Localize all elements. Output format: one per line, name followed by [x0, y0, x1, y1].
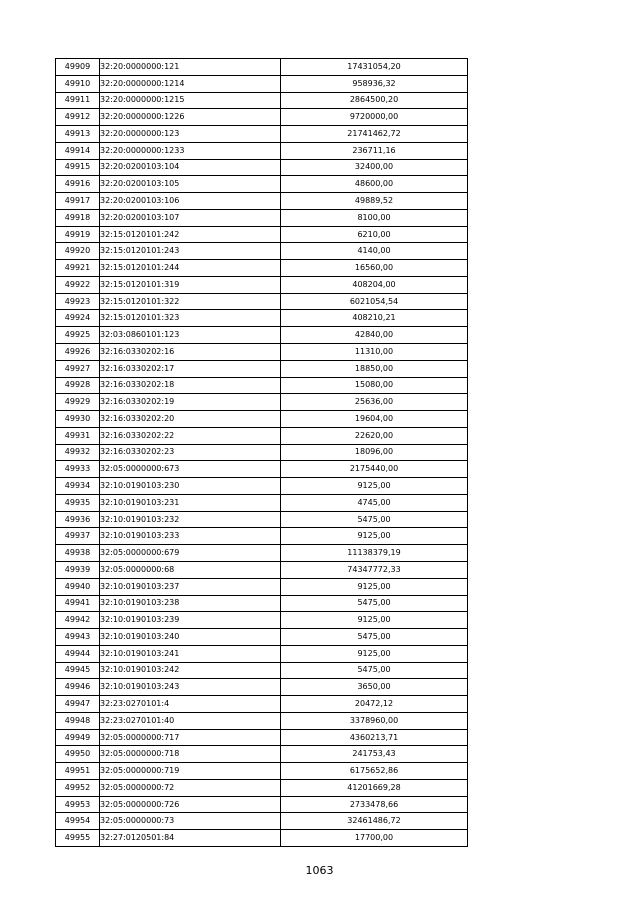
table-row: [56, 109, 468, 126]
cadastral-number-cell: 32:15:0120101:244: [100, 260, 281, 277]
cadastral-number-cell: 32:05:0000000:717: [100, 729, 281, 746]
row-number-cell: 49951: [56, 763, 100, 780]
table-row: [56, 126, 468, 143]
cadastral-number-cell: 32:05:0000000:68: [100, 561, 281, 578]
table-row: [56, 595, 468, 612]
cadastral-value-cell: 41201669,28: [281, 779, 468, 796]
cadastral-value-cell: 236711,16: [281, 142, 468, 159]
row-number-cell: 49919: [56, 226, 100, 243]
table-row: [56, 142, 468, 159]
row-number-cell: 49922: [56, 276, 100, 293]
cadastral-number-cell: 32:20:0200103:104: [100, 159, 281, 176]
table-body: [56, 59, 468, 847]
row-number-cell: 49927: [56, 360, 100, 377]
row-number-cell: 49916: [56, 176, 100, 193]
table-row: [56, 394, 468, 411]
cadastral-value-cell: 408210,21: [281, 310, 468, 327]
table-row: [56, 763, 468, 780]
cadastral-value-cell: 5475,00: [281, 662, 468, 679]
cadastral-value-cell: 11310,00: [281, 344, 468, 361]
cadastral-number-cell: 32:05:0000000:718: [100, 746, 281, 763]
cadastral-value-cell: 32461486,72: [281, 813, 468, 830]
table-row: [56, 779, 468, 796]
cadastral-value-cell: 6175652,86: [281, 763, 468, 780]
row-number-cell: 49955: [56, 830, 100, 847]
cadastral-value-cell: 8100,00: [281, 209, 468, 226]
table-row: [56, 193, 468, 210]
table-row: [56, 796, 468, 813]
table-row: [56, 830, 468, 847]
row-number-cell: 49913: [56, 126, 100, 143]
table-row: [56, 260, 468, 277]
table-row: [56, 813, 468, 830]
table-row: [56, 696, 468, 713]
cadastral-number-cell: 32:10:0190103:243: [100, 679, 281, 696]
cadastral-value-cell: 5475,00: [281, 511, 468, 528]
cadastral-number-cell: 32:10:0190103:239: [100, 612, 281, 629]
row-number-cell: 49925: [56, 327, 100, 344]
table-row: [56, 545, 468, 562]
cadastral-number-cell: 32:15:0120101:242: [100, 226, 281, 243]
cadastral-value-cell: 15080,00: [281, 377, 468, 394]
cadastral-number-cell: 32:05:0000000:726: [100, 796, 281, 813]
cadastral-number-cell: 32:27:0120501:84: [100, 830, 281, 847]
cadastral-number-cell: 32:05:0000000:679: [100, 545, 281, 562]
row-number-cell: 49949: [56, 729, 100, 746]
cadastral-value-cell: 9125,00: [281, 645, 468, 662]
row-number-cell: 49941: [56, 595, 100, 612]
row-number-cell: 49935: [56, 494, 100, 511]
table-row: [56, 327, 468, 344]
cadastral-value-cell: 9125,00: [281, 478, 468, 495]
cadastral-number-cell: 32:20:0000000:1226: [100, 109, 281, 126]
cadastral-value-cell: 3378960,00: [281, 712, 468, 729]
row-number-cell: 49945: [56, 662, 100, 679]
cadastral-number-cell: 32:10:0190103:238: [100, 595, 281, 612]
cadastral-value-cell: 11138379,19: [281, 545, 468, 562]
cadastral-value-cell: 958936,32: [281, 75, 468, 92]
table-row: [56, 528, 468, 545]
cadastral-value-cell: 19604,00: [281, 411, 468, 428]
cadastral-number-cell: 32:16:0330202:23: [100, 444, 281, 461]
row-number-cell: 49950: [56, 746, 100, 763]
table-row: [56, 662, 468, 679]
table-row: [56, 494, 468, 511]
cadastral-value-cell: 6021054,54: [281, 293, 468, 310]
cadastral-number-cell: 32:23:0270101:40: [100, 712, 281, 729]
table-row: [56, 226, 468, 243]
table-row: [56, 511, 468, 528]
table-row: [56, 712, 468, 729]
cadastral-value-cell: 20472,12: [281, 696, 468, 713]
row-number-cell: 49914: [56, 142, 100, 159]
row-number-cell: 49924: [56, 310, 100, 327]
row-number-cell: 49909: [56, 59, 100, 76]
cadastral-number-cell: 32:05:0000000:719: [100, 763, 281, 780]
cadastral-number-cell: 32:10:0190103:237: [100, 578, 281, 595]
table-row: [56, 578, 468, 595]
row-number-cell: 49944: [56, 645, 100, 662]
cadastral-value-cell: 25636,00: [281, 394, 468, 411]
cadastral-value-cell: 4360213,71: [281, 729, 468, 746]
cadastral-number-cell: 32:20:0200103:107: [100, 209, 281, 226]
cadastral-value-cell: 17700,00: [281, 830, 468, 847]
cadastral-number-cell: 32:10:0190103:231: [100, 494, 281, 511]
cadastral-number-cell: 32:20:0000000:1214: [100, 75, 281, 92]
table-row: [56, 159, 468, 176]
cadastral-number-cell: 32:20:0000000:123: [100, 126, 281, 143]
row-number-cell: 49934: [56, 478, 100, 495]
cadastral-value-cell: 49889,52: [281, 193, 468, 210]
cadastral-number-cell: 32:05:0000000:73: [100, 813, 281, 830]
cadastral-number-cell: 32:20:0200103:105: [100, 176, 281, 193]
row-number-cell: 49915: [56, 159, 100, 176]
cadastral-number-cell: 32:16:0330202:19: [100, 394, 281, 411]
cadastral-value-cell: 5475,00: [281, 629, 468, 646]
row-number-cell: 49917: [56, 193, 100, 210]
table-row: [56, 411, 468, 428]
table-row: [56, 243, 468, 260]
cadastral-value-cell: 408204,00: [281, 276, 468, 293]
cadastral-number-cell: 32:16:0330202:20: [100, 411, 281, 428]
cadastral-value-cell: 16560,00: [281, 260, 468, 277]
row-number-cell: 49939: [56, 561, 100, 578]
cadastral-number-cell: 32:15:0120101:319: [100, 276, 281, 293]
cadastral-number-cell: 32:05:0000000:673: [100, 461, 281, 478]
table-row: [56, 377, 468, 394]
row-number-cell: 49948: [56, 712, 100, 729]
row-number-cell: 49933: [56, 461, 100, 478]
table-row: [56, 176, 468, 193]
cadastral-number-cell: 32:20:0000000:121: [100, 59, 281, 76]
cadastral-number-cell: 32:20:0000000:1233: [100, 142, 281, 159]
cadastral-value-cell: 42840,00: [281, 327, 468, 344]
row-number-cell: 49929: [56, 394, 100, 411]
cadastral-number-cell: 32:20:0000000:1215: [100, 92, 281, 109]
cadastral-value-cell: 9125,00: [281, 612, 468, 629]
cadastral-value-cell: 6210,00: [281, 226, 468, 243]
row-number-cell: 49911: [56, 92, 100, 109]
cadastral-number-cell: 32:10:0190103:240: [100, 629, 281, 646]
cadastral-value-cell: 9720000,00: [281, 109, 468, 126]
table-row: [56, 729, 468, 746]
row-number-cell: 49928: [56, 377, 100, 394]
row-number-cell: 49942: [56, 612, 100, 629]
cadastral-number-cell: 32:16:0330202:22: [100, 427, 281, 444]
cadastral-value-cell: 241753,43: [281, 746, 468, 763]
table-row: [56, 561, 468, 578]
cadastral-number-cell: 32:16:0330202:17: [100, 360, 281, 377]
cadastral-number-cell: 32:15:0120101:322: [100, 293, 281, 310]
row-number-cell: 49938: [56, 545, 100, 562]
table-row: [56, 310, 468, 327]
cadastral-value-cell: 22620,00: [281, 427, 468, 444]
table-row: [56, 360, 468, 377]
table-row: [56, 75, 468, 92]
row-number-cell: 49937: [56, 528, 100, 545]
cadastral-value-cell: 18850,00: [281, 360, 468, 377]
row-number-cell: 49921: [56, 260, 100, 277]
cadastral-value-cell: 2733478,66: [281, 796, 468, 813]
row-number-cell: 49936: [56, 511, 100, 528]
row-number-cell: 49954: [56, 813, 100, 830]
cadastral-number-cell: 32:16:0330202:16: [100, 344, 281, 361]
cadastral-number-cell: 32:10:0190103:242: [100, 662, 281, 679]
row-number-cell: 49926: [56, 344, 100, 361]
row-number-cell: 49923: [56, 293, 100, 310]
cadastral-value-cell: 18096,00: [281, 444, 468, 461]
cadastral-value-cell: 2864500,20: [281, 92, 468, 109]
row-number-cell: 49931: [56, 427, 100, 444]
row-number-cell: 49940: [56, 578, 100, 595]
table-row: [56, 344, 468, 361]
cadastral-value-cell: 4745,00: [281, 494, 468, 511]
table-row: [56, 629, 468, 646]
cadastral-value-cell: 17431054,20: [281, 59, 468, 76]
cadastral-value-cell: 21741462,72: [281, 126, 468, 143]
cadastral-number-cell: 32:10:0190103:230: [100, 478, 281, 495]
cadastral-number-cell: 32:10:0190103:233: [100, 528, 281, 545]
table-row: [56, 746, 468, 763]
row-number-cell: 49932: [56, 444, 100, 461]
table-row: [56, 444, 468, 461]
row-number-cell: 49918: [56, 209, 100, 226]
page-number: 1063: [305, 864, 334, 877]
cadastral-number-cell: 32:20:0200103:106: [100, 193, 281, 210]
cadastral-number-cell: 32:10:0190103:241: [100, 645, 281, 662]
row-number-cell: 49946: [56, 679, 100, 696]
row-number-cell: 49912: [56, 109, 100, 126]
table-row: [56, 645, 468, 662]
cadastral-number-cell: 32:03:0860101:123: [100, 327, 281, 344]
cadastral-number-cell: 32:05:0000000:72: [100, 779, 281, 796]
table-row: [56, 209, 468, 226]
cadastral-number-cell: 32:15:0120101:243: [100, 243, 281, 260]
table-row: [56, 293, 468, 310]
table-row: [56, 92, 468, 109]
cadastral-value-cell: 5475,00: [281, 595, 468, 612]
cadastral-value-cell: 2175440,00: [281, 461, 468, 478]
table-row: [56, 461, 468, 478]
cadastral-value-cell: 9125,00: [281, 578, 468, 595]
row-number-cell: 49953: [56, 796, 100, 813]
row-number-cell: 49943: [56, 629, 100, 646]
row-number-cell: 49952: [56, 779, 100, 796]
cadastral-number-cell: 32:16:0330202:18: [100, 377, 281, 394]
table-row: [56, 478, 468, 495]
table-row: [56, 679, 468, 696]
row-number-cell: 49930: [56, 411, 100, 428]
cadastral-value-cell: 48600,00: [281, 176, 468, 193]
table-row: [56, 612, 468, 629]
cadastral-number-cell: 32:23:0270101:4: [100, 696, 281, 713]
table-row: [56, 59, 468, 76]
table-row: [56, 276, 468, 293]
cadastral-number-cell: 32:10:0190103:232: [100, 511, 281, 528]
cadastral-value-cell: 9125,00: [281, 528, 468, 545]
cadastral-value-cell: 74347772,33: [281, 561, 468, 578]
row-number-cell: 49947: [56, 696, 100, 713]
cadastral-value-cell: 4140,00: [281, 243, 468, 260]
cadastral-value-table: [55, 58, 468, 847]
cadastral-value-cell: 32400,00: [281, 159, 468, 176]
row-number-cell: 49910: [56, 75, 100, 92]
table-row: [56, 427, 468, 444]
row-number-cell: 49920: [56, 243, 100, 260]
cadastral-value-cell: 3650,00: [281, 679, 468, 696]
cadastral-number-cell: 32:15:0120101:323: [100, 310, 281, 327]
